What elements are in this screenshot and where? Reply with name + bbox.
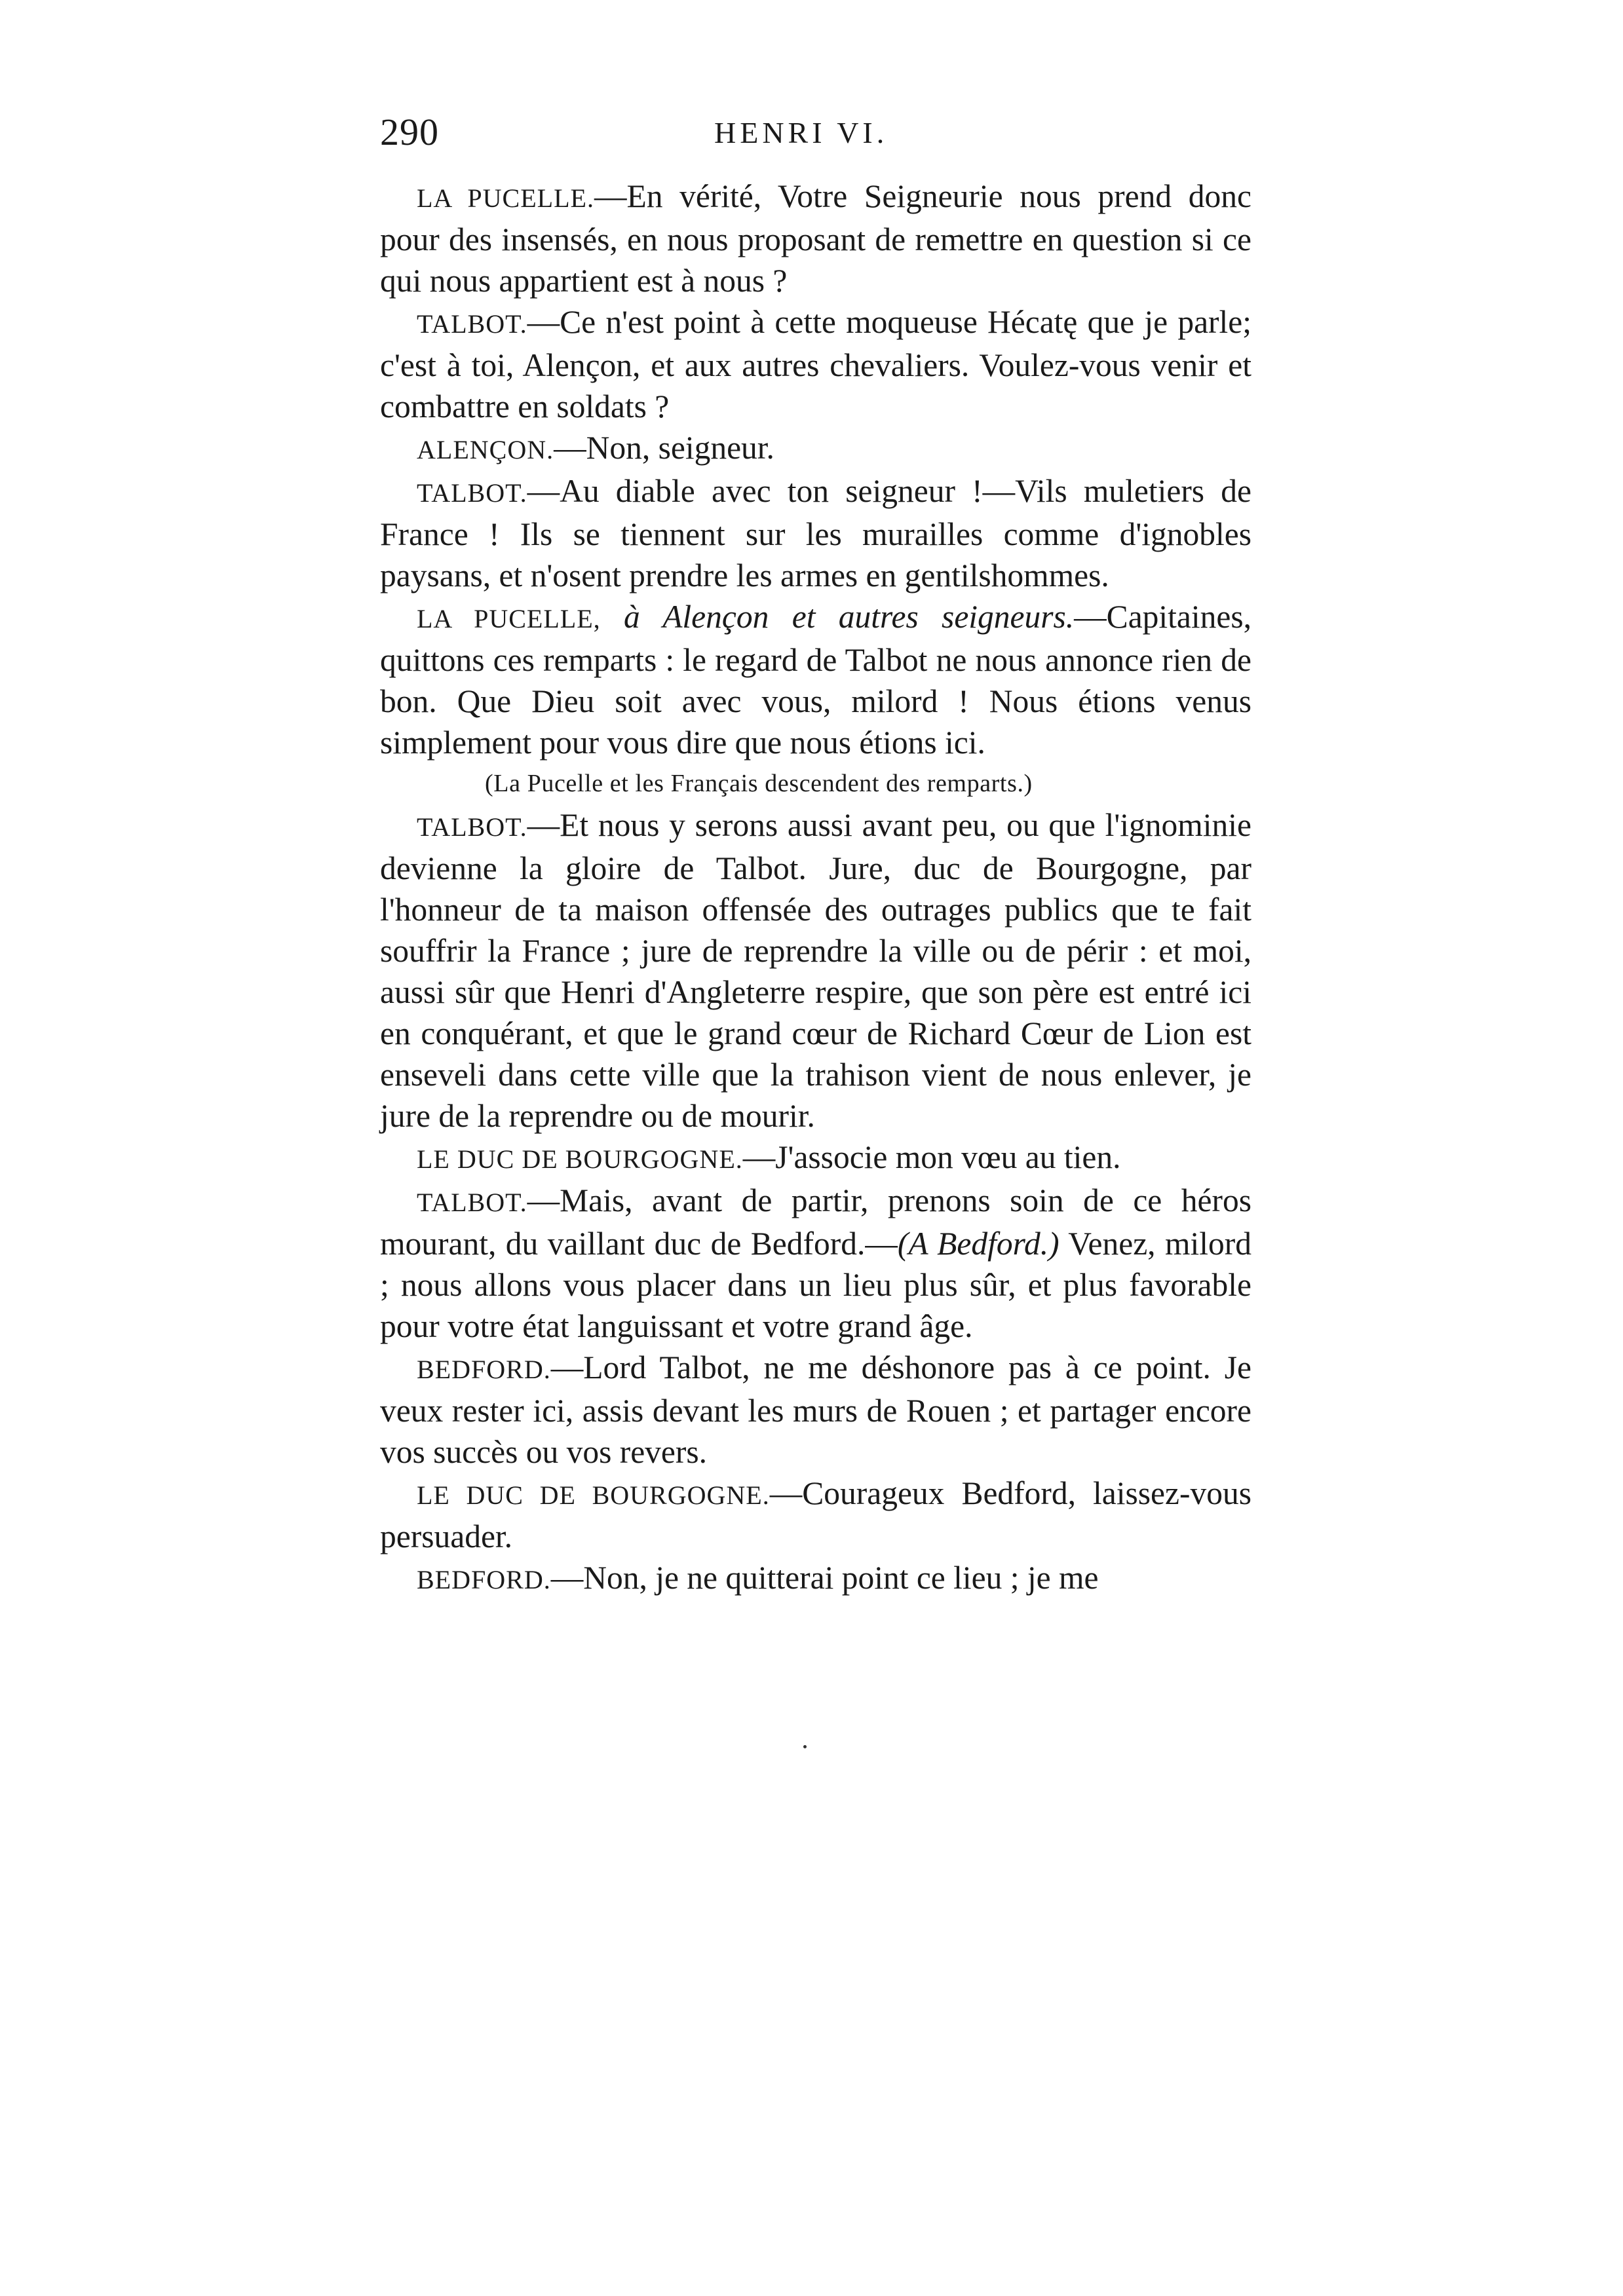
speaker-name: TALBOT. bbox=[417, 478, 527, 508]
page-number: 290 bbox=[380, 111, 439, 153]
speaker-name: TALBOT. bbox=[417, 1188, 527, 1217]
speech-text: —J'associe mon vœu au tien. bbox=[742, 1139, 1121, 1175]
speaker-name: ALENÇON. bbox=[417, 435, 554, 464]
stage-direction: (La Pucelle et les Français descendent des remparts.) bbox=[485, 770, 1033, 797]
stage-aside: (A Bedford.) bbox=[897, 1226, 1060, 1262]
dialogue-paragraph bbox=[380, 1137, 1251, 1180]
speech-text: —Courageux Bedford, laissez-vous persuader. bbox=[380, 1475, 1251, 1554]
speech-text: —Capitaines, quittons ces remparts : le regard de Talbot ne nous annonce rien de bon. Que Dieu soit avec vous, milord ! Nous étions venus simplement pour vous dire que nous étions ici. bbox=[380, 599, 1251, 761]
ink-speck bbox=[803, 1745, 807, 1748]
speaker-name: TALBOT. bbox=[417, 309, 527, 339]
speech-text: —Ce n'est point à cette moqueuse Hécatę que je parle; c'est à toi, Alençon, et aux autres chevaliers. Voulez-vous venir et combattre en soldats ? bbox=[380, 304, 1251, 424]
page-header bbox=[380, 110, 1284, 162]
speaker-name: TALBOT. bbox=[417, 812, 527, 842]
stage-aside: à Alençon et autres seigneurs. bbox=[600, 599, 1075, 635]
speaker-name: BEDFORD. bbox=[417, 1565, 551, 1594]
dialogue-paragraph bbox=[380, 427, 1251, 470]
dialogue-paragraph bbox=[380, 470, 1251, 596]
speech-text: —Non, seigneur. bbox=[554, 430, 774, 466]
dialogue-text bbox=[380, 176, 1251, 1600]
speech-text: Venez, milord ; nous allons vous placer dans un lieu plus sûr, et plus favorable pour votre état languissant et votre grand âge. bbox=[380, 1226, 1251, 1344]
speech-text: —Et nous y serons aussi avant peu, ou que l'ignominie devienne la gloire de Talbot. Jure, duc de Bourgogne, par l'honneur de ta maison offensée des outrages publics que te fait souffrir la France ; jure de reprendre la ville ou de périr : et moi, aussi sûr que Henri d'Angleterre respire, que son père est entré ici en conquérant, et que le grand cœur de Richard Cœur de Lion est enseveli dans cette ville que la trahison vient de nous enlever, je jure de la reprendre ou de mourir. bbox=[380, 807, 1251, 1134]
dialogue-paragraph bbox=[380, 301, 1251, 427]
speech-text: —Non, je ne quitterai point ce lieu ; je me bbox=[550, 1560, 1099, 1596]
dialogue-paragraph bbox=[380, 176, 1251, 301]
speech-text: —Lord Talbot, ne me déshonore pas à ce point. Je veux rester ici, assis devant les murs de Rouen ; et partager encore vos succès ou vos revers. bbox=[380, 1349, 1251, 1470]
dialogue-paragraph bbox=[380, 1347, 1251, 1473]
speech-text: —Au diable avec ton seigneur !—Vils muletiers de France ! Ils se tiennent sur les murailles comme d'ignobles paysans, et n'osent prendre les armes en gentilshommes. bbox=[380, 473, 1251, 593]
dialogue-paragraph bbox=[380, 804, 1251, 1137]
speech-text: —Mais, avant de partir, prenons soin de ce héros mourant, du vaillant duc de Bedford.— bbox=[380, 1182, 1251, 1262]
speech-text: —En vérité, Votre Seigneurie nous prend donc pour des insensés, en nous proposant de remettre en question si ce qui nous appartient est à nous ? bbox=[380, 178, 1251, 299]
running-title: HENRI VI. bbox=[714, 116, 888, 149]
dialogue-paragraph bbox=[380, 596, 1251, 763]
dialogue-paragraph bbox=[380, 1557, 1251, 1600]
speaker-name: LA PUCELLE, bbox=[417, 604, 601, 633]
dialogue-paragraph bbox=[380, 1180, 1251, 1347]
speaker-name: LE DUC DE BOURGOGNE. bbox=[417, 1144, 743, 1174]
dialogue-paragraph bbox=[380, 1473, 1251, 1557]
speaker-name: LA PUCELLE. bbox=[417, 183, 594, 213]
speaker-name: LE DUC DE BOURGOGNE. bbox=[417, 1480, 770, 1510]
speaker-name: BEDFORD. bbox=[417, 1355, 551, 1384]
